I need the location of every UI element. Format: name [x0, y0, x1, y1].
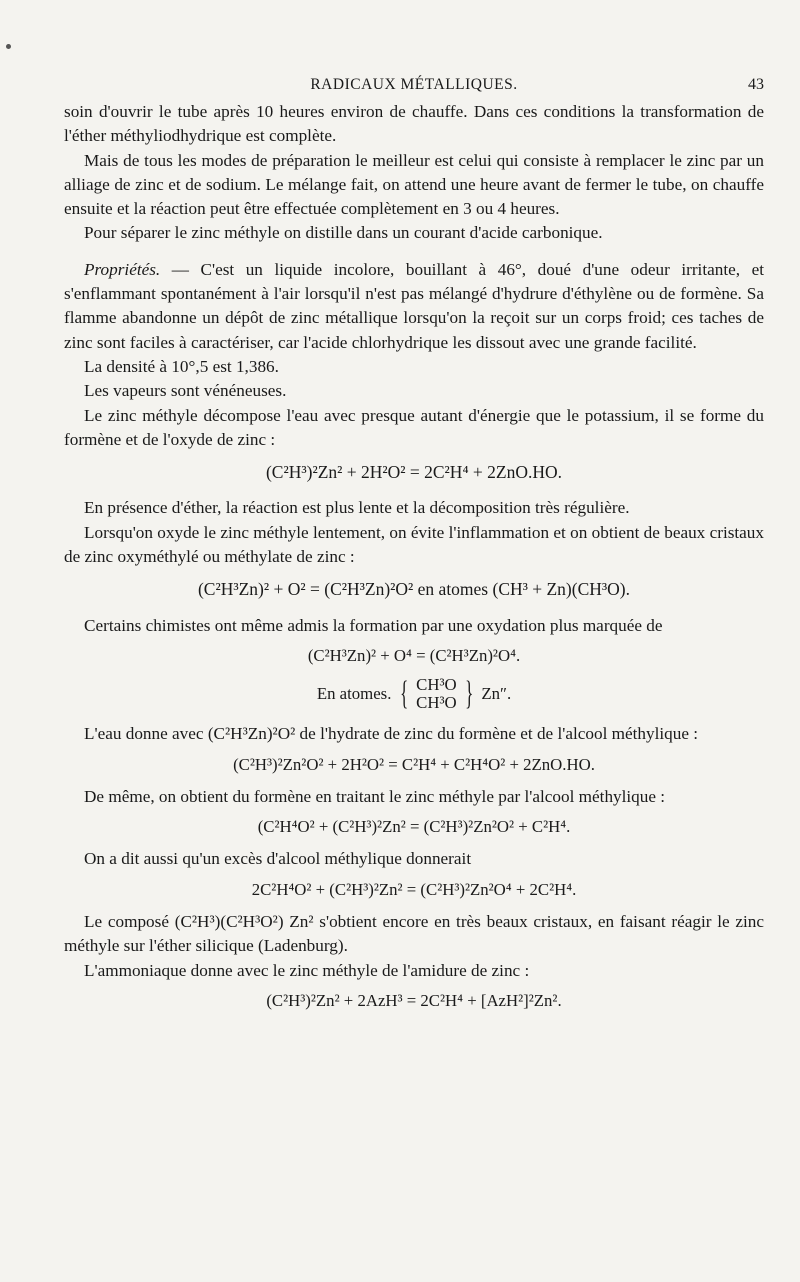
paragraph: On a dit aussi qu'un excès d'alcool méthylique donnerait — [84, 849, 472, 869]
page-header — [64, 76, 764, 98]
paragraph: Le zinc méthyle décompose l'eau avec presque autant d'énergie que le potassium, il se forme du formène et de l'oxyde de zinc : — [64, 405, 764, 449]
formula: (C²H³)²Zn² + 2H²O² = 2C²H⁴ + 2ZnO.HO. — [265, 462, 563, 483]
paragraph: L'eau donne avec (C²H³Zn)²O² de l'hydrate de zinc du formène et de l'alcool méthylique : — [84, 724, 699, 744]
formula: (C²H³)²Zn² + 2AzH³ = 2C²H⁴ + [AzH²]²Zn². — [266, 990, 562, 1010]
paragraph-text: — C'est un liquide incolore, bouillant à 46°, doué d'une odeur irritante, et s'enflammant spontanément à l'air lorsqu'il n'est pas mélangé d'hydrure d'éthylène ou de formène. Sa flamme abandonne un dépôt de zinc métallique lorsqu'on la reçoit sur un corps froid; ces taches de zinc sont faciles à caractériser, car l'acide chlorhydrique les dissout avec une grande facilité. — [64, 259, 764, 352]
atoms-top: CH³O — [416, 675, 457, 695]
atoms-zn: Zn″. — [481, 684, 512, 704]
atoms-label: En atomes. — [316, 684, 392, 704]
formula: (C²H⁴O² + (C²H³)²Zn² = (C²H³)²Zn²O² + C²H⁴. — [257, 817, 571, 837]
paragraph: En présence d'éther, la réaction est plus lente et la décomposition très régulière. — [84, 498, 630, 518]
page-number: 43 — [748, 76, 764, 93]
formula: (C²H³)²Zn²O² + 2H²O² = C²H⁴ + C²H⁴O² + 2ZnO.HO. — [233, 754, 595, 774]
body-text — [64, 100, 764, 1021]
paragraph: Les vapeurs sont vénéneuses. — [84, 381, 287, 401]
running-title: RADICAUX MÉTALLIQUES. — [310, 76, 518, 93]
paragraph: soin d'ouvrir le tube après 10 heures environ de chauffe. Dans ces conditions la transformation de l'éther méthyliodhydrique est complète. — [64, 102, 764, 146]
paragraph: Lorsqu'on oxyde le zinc méthyle lentement, on évite l'inflammation et on obtient de beaux cristaux de zinc oxyméthylé ou méthylate de zinc : — [64, 522, 764, 567]
atoms-stack — [416, 676, 456, 712]
paragraph: Le composé (C²H³)(C²H³O²) Zn² s'obtient encore en très beaux cristaux, en faisant réagir le zinc méthyle sur l'éther silicique (Ladenburg). — [64, 912, 764, 956]
paragraph: De même, on obtient du formène en traitant le zinc méthyle par l'alcool méthylique : — [84, 786, 666, 806]
formula: (C²H³Zn)² + O⁴ = (C²H³Zn)²O⁴. — [307, 645, 521, 665]
paragraph: Pour séparer le zinc méthyle on distille dans un courant d'acide carbonique. — [84, 223, 603, 243]
section-label: Propriétés. — [84, 259, 161, 279]
left-brace: { — [399, 675, 408, 713]
paragraph: La densité à 10°,5 est 1,386. — [84, 356, 279, 376]
paragraph: Certains chimistes ont même admis la formation par une oxydation plus marquée de — [84, 615, 663, 635]
right-brace: } — [464, 675, 474, 713]
scan-speck — [6, 44, 11, 49]
atoms-bottom: CH³O — [416, 693, 457, 713]
paragraph: Mais de tous les modes de préparation le meilleur est celui qui consiste à remplacer le zinc par un alliage de zinc et de sodium. Le mélange fait, on attend une heure avant de fermer le tube, on chauffe ensuite et la réaction peut être effectuée complètement en 3 ou 4 heures. — [64, 150, 764, 219]
formula: (C²H³Zn)² + O² = (C²H³Zn)²O² en atomes (CH³ + Zn)(CH³O). — [197, 579, 630, 600]
paragraph-properties — [64, 258, 764, 355]
paragraph: L'ammoniaque donne avec le zinc méthyle de l'amidure de zinc : — [84, 960, 530, 980]
formula: 2C²H⁴O² + (C²H³)²Zn² = (C²H³)²Zn²O⁴ + 2C²H⁴. — [251, 879, 577, 899]
formula-atoms — [64, 676, 764, 712]
